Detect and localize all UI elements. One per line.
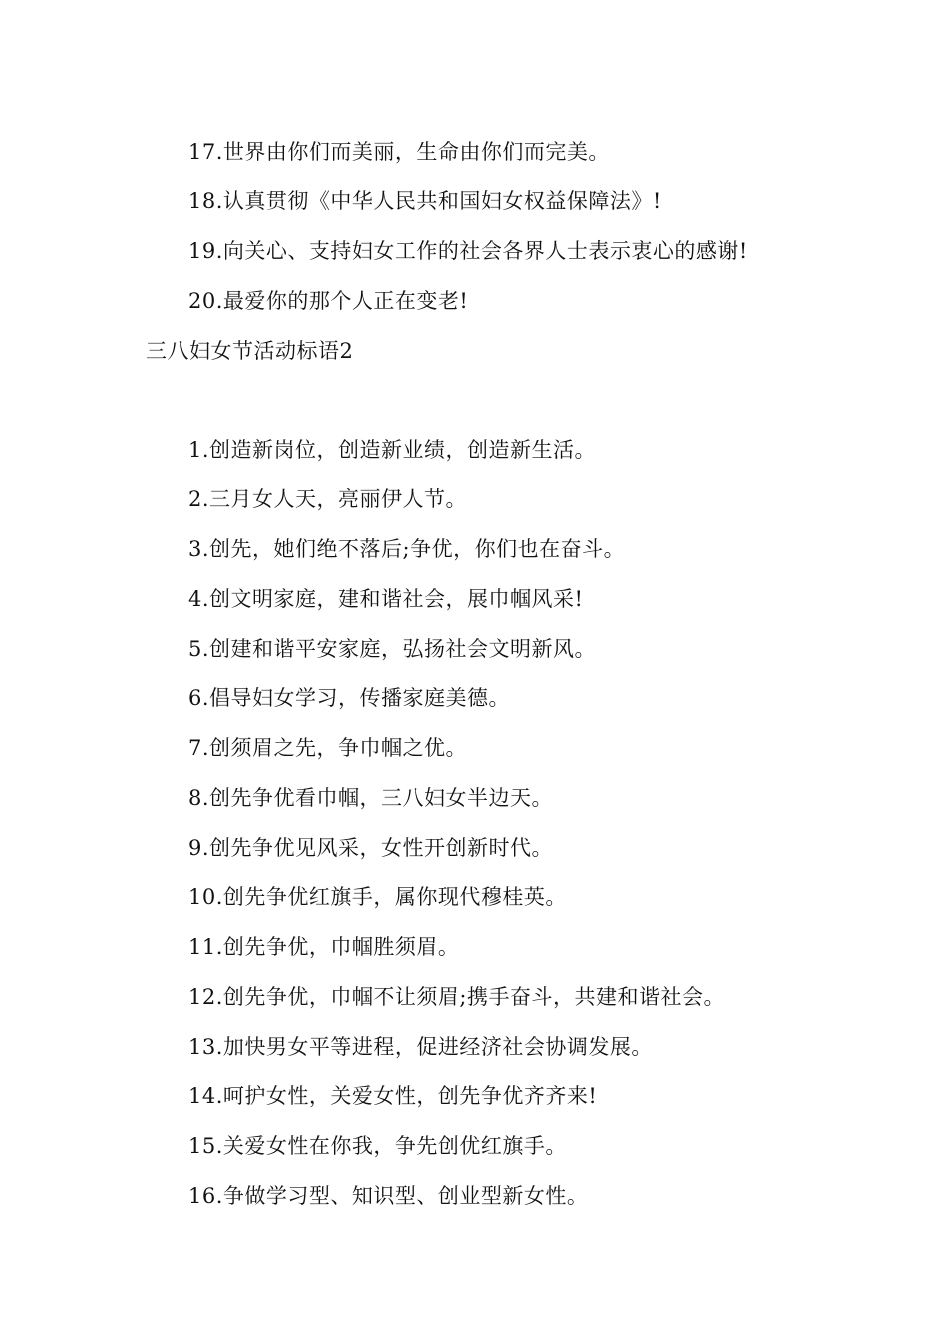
slogan-item-4: 4.创文明家庭，建和谐社会，展巾帼风采!: [188, 587, 584, 611]
slogan-item-13: 13.加快男女平等进程，促进经济社会协调发展。: [188, 1035, 653, 1059]
slogan-item-6: 6.倡导妇女学习，传播家庭美德。: [188, 686, 511, 710]
slogan-item-9: 9.创先争优见风采，女性开创新时代。: [188, 836, 554, 860]
slogan-item-14: 14.呵护女性，关爱女性，创先争优齐齐来!: [188, 1084, 598, 1108]
slogan-item-16: 16.争做学习型、知识型、创业型新女性。: [188, 1184, 589, 1208]
slogan-item-15: 15.关爱女性在你我，争先创优红旗手。: [188, 1134, 567, 1158]
slogan-item-3: 3.创先，她们绝不落后;争优，你们也在奋斗。: [188, 537, 626, 561]
slogan-item-19: 19.向关心、支持妇女工作的社会各界人士表示衷心的感谢!: [188, 239, 748, 263]
slogan-item-1: 1.创造新岗位，创造新业绩，创造新生活。: [188, 438, 597, 462]
slogan-item-17: 17.世界由你们而美丽，生命由你们而完美。: [188, 140, 610, 164]
slogan-item-7: 7.创须眉之先，争巾帼之优。: [188, 736, 468, 760]
slogan-item-11: 11.创先争优，巾帼胜须眉。: [188, 935, 460, 959]
slogan-item-2: 2.三月女人天，亮丽伊人节。: [188, 487, 468, 511]
slogan-item-8: 8.创先争优看巾帼，三八妇女半边天。: [188, 786, 554, 810]
slogan-item-5: 5.创建和谐平安家庭，弘扬社会文明新风。: [188, 637, 597, 661]
section-heading: 三八妇女节活动标语2: [146, 339, 354, 363]
slogan-item-18: 18.认真贯彻《中华人民共和国妇女权益保障法》!: [188, 189, 662, 213]
slogan-item-10: 10.创先争优红旗手，属你现代穆桂英。: [188, 885, 567, 909]
slogan-item-20: 20.最爱你的那个人正在变老!: [188, 289, 469, 313]
slogan-item-12: 12.创先争优，巾帼不让须眉;携手奋斗，共建和谐社会。: [188, 985, 725, 1009]
